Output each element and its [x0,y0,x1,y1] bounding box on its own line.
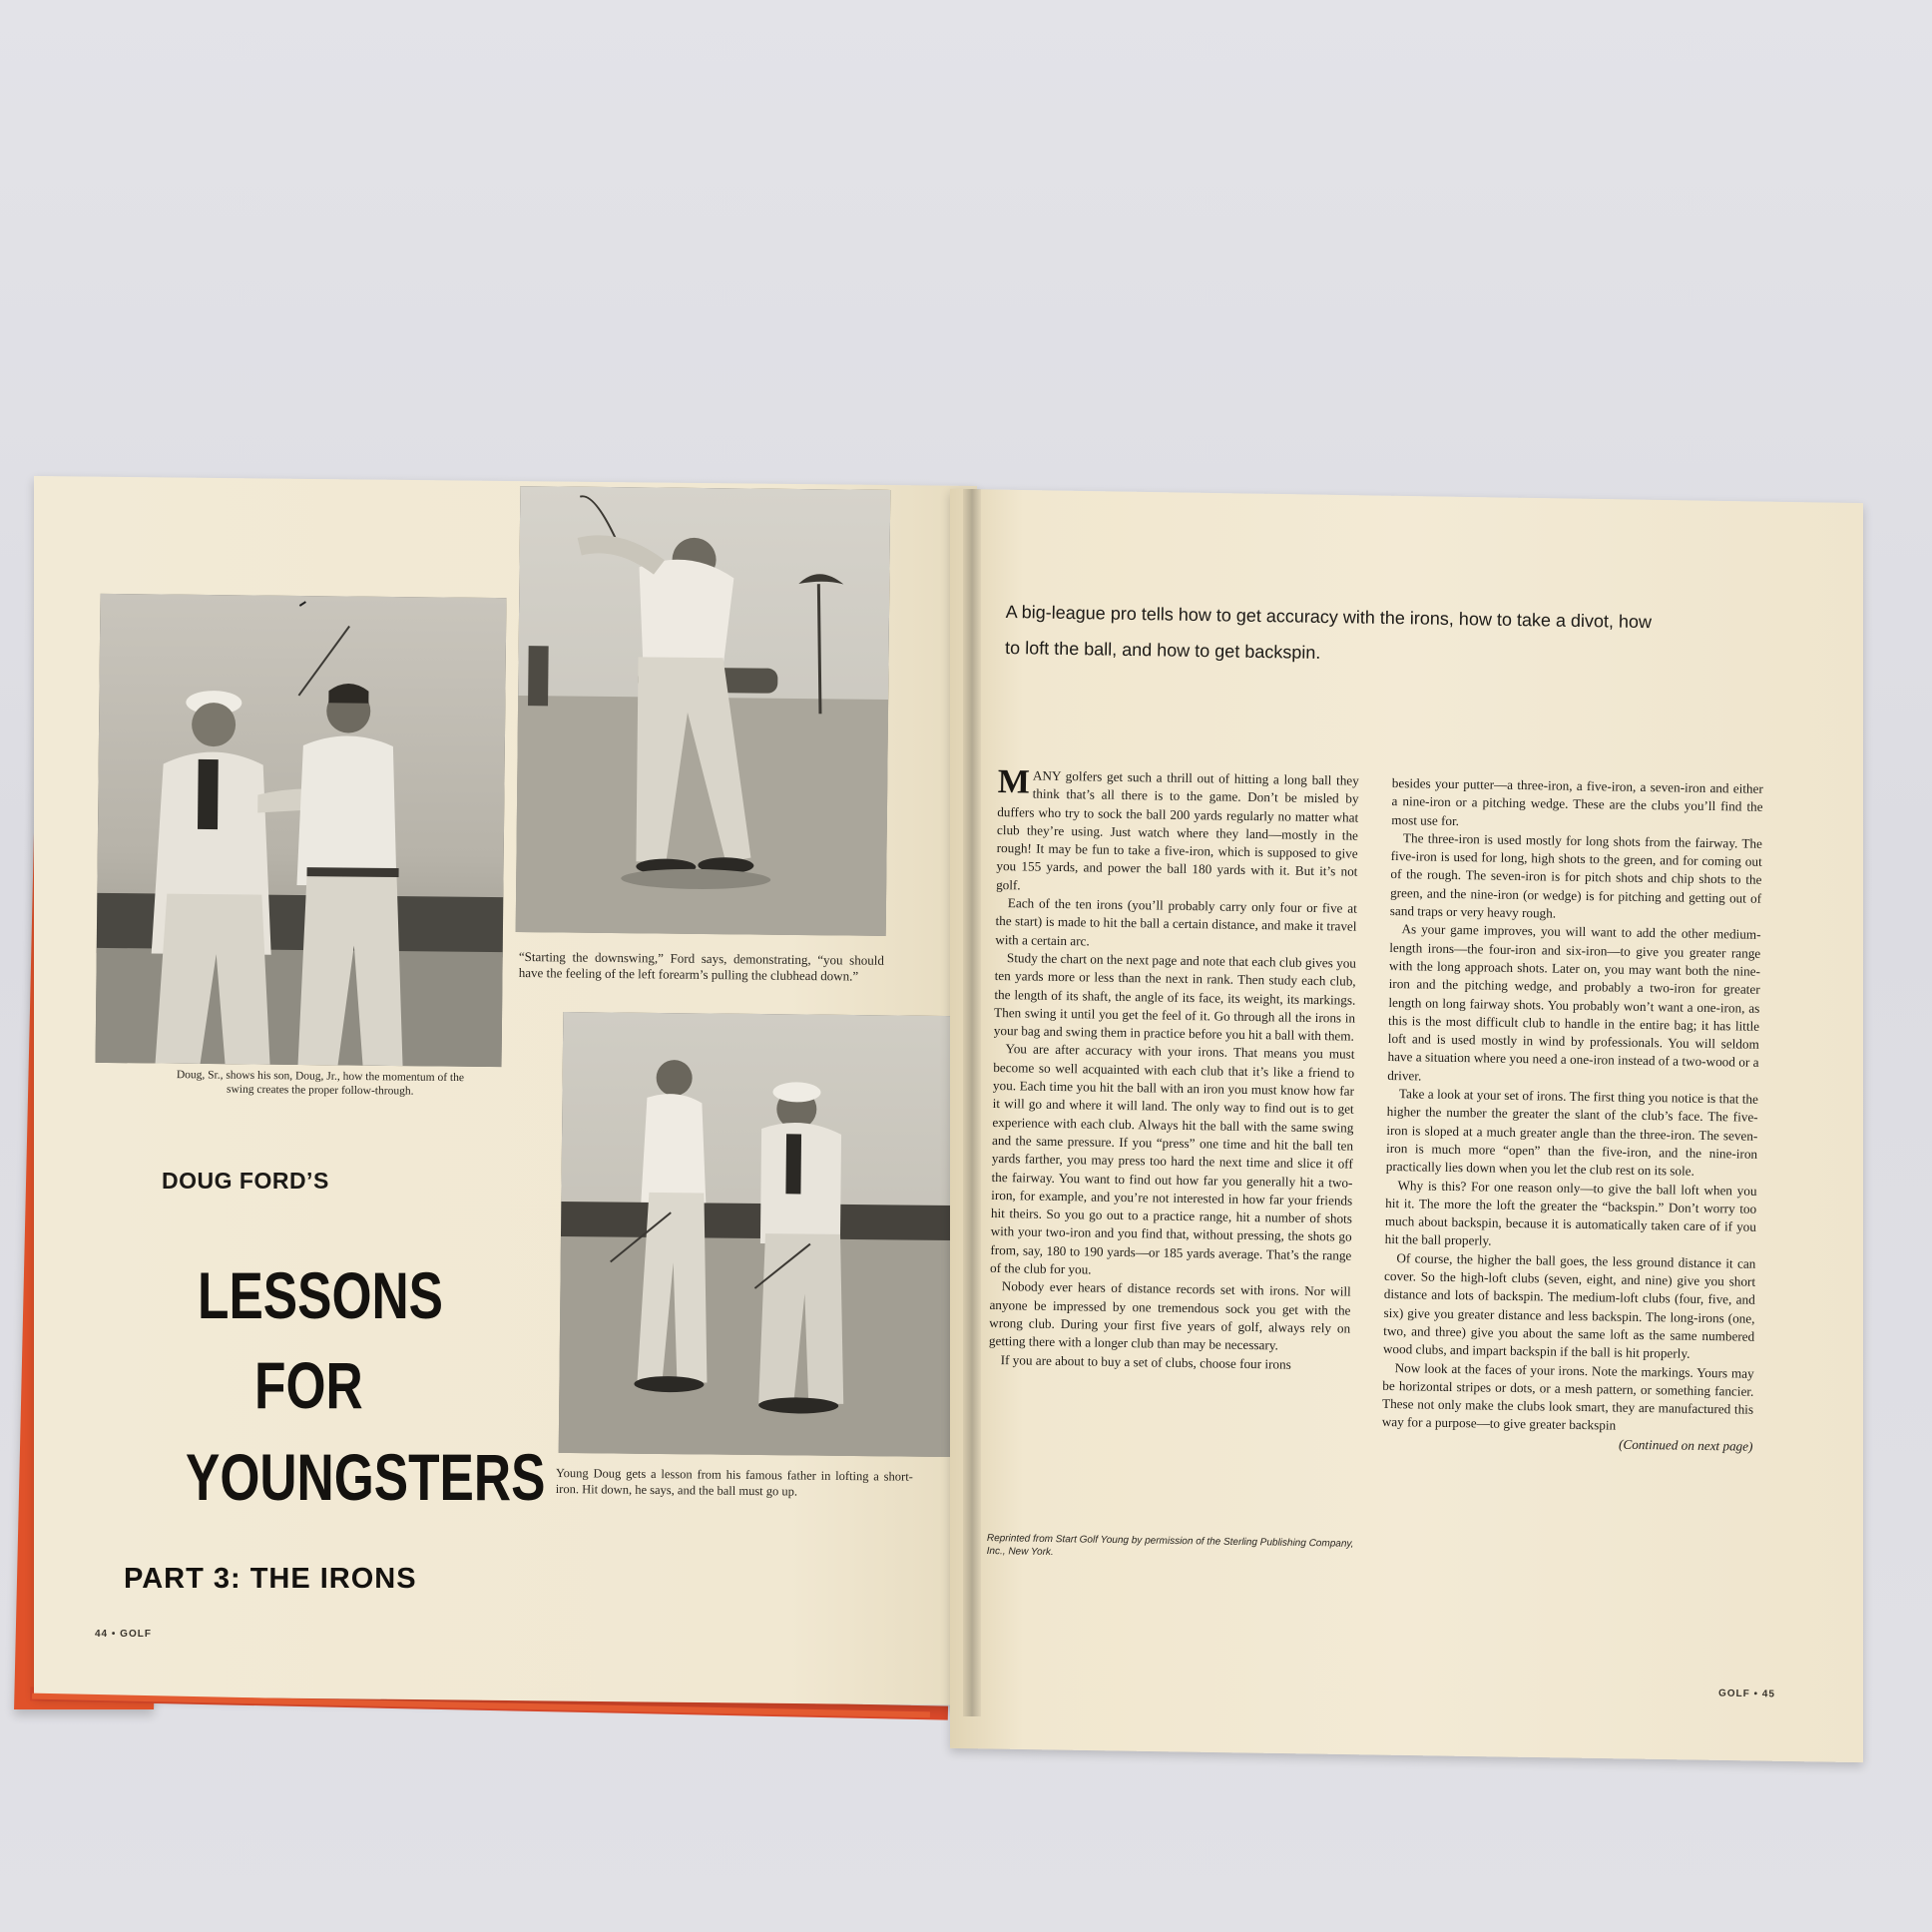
gutter-shadow [963,489,981,1716]
paragraph: The three-iron is used mostly for long shots from the fairway. The five-iron is used for long, high shots to the green, and for coming out of the rough. The seven-iron is for pitch shots and chip shots to the green, and the nine-iron (or wedge) is for pitching and getting out of sand traps or very heavy rough. [1389,830,1763,921]
paragraph: Take a look at your set of irons. The first thing you notice is that the higher the number the greater the slant of the club’s face. The five-iron is sloped at a much greater angle than the three-iron. The seven-iron is much more “open” than the five-iron, and the nine-iron practically lies down when you let the club rest on its sole. [1385,1086,1759,1180]
title-line-youngsters: YOUNGSTERS [186,1440,546,1514]
caption-short-iron: Young Doug gets a lesson from his famous father in lofting a short-iron. Hit down, he says, and the ball must go up. [555,1466,913,1499]
paragraph: besides your putter—a three-iron, a five-iron, a seven-iron and either a nine-iron or a pitching wedge. These are the clubs you’ll find the most use for. [1391,774,1763,828]
paragraph: You are after accuracy with your irons. That means you must become so well acquainted with each club that it’s like a friend to you. Each time you hit the ball with an iron you must know how far it will go and where it will land. The only way to find out is to get experience with each club. Always hit the ball with the same swing and the same pressure. If you “press” one time and hit the ball ten yards farther, you may press too hard the next time and slice it off the fairway. You want to find out how far you generally hit a two-iron, for example, and you’re not interested in how far your friends hit theirs. So you go out to a practice range, hit a number of shots with your two-iron and you find that, without pressing, the shots go from, say, 180 to 190 yards—or 185 yards average. That’s the range of the club for you. [989,1041,1355,1277]
photo-father-son-follow-through [96,594,507,1067]
paragraph: Now look at the faces of your irons. Note the markings. Yours may be horizontal stripes or dots, or a mesh pattern, or something fancier. These not only make the clubs look smart, they are manufactured this way for a purpose—to give greater backspin (Continued on next page) [1382,1358,1754,1437]
left-folio: 44 • GOLF [95,1629,152,1640]
paragraph: Nobody ever hears of distance records set with irons. Nor will anyone be impressed by one tremendous sock you get with the wrong club. During your first five years of golf, always rely on getting there with a longer club than may be necessary. [988,1278,1351,1353]
paragraph: If you are about to buy a set of clubs, choose four irons [1000,1351,1291,1372]
paragraph: Of course, the higher the ball goes, the less ground distance it can cover. So the high-loft clubs (seven, eight, and nine) give you short distance and lots of backspin. The medium-loft clubs (four, five, and six) give you greater distance and less backspin. The long-irons (one, two, and three) give you about the same loft as the same numbered wood clubs, and impart backspin if the ball is hit properly. [1382,1249,1756,1361]
title-line-lessons: LESSONS [198,1258,444,1332]
title-line-for: FOR [254,1348,363,1422]
paragraph: MANY golfers get such a thrill out of hitting a long ball they think that’s all there is to the game. Don’t be misled by duffers who try to sock the ball 200 yards regularly no matter what club they’re using. Just watch where they land—mostly in the rough! It may be fun to take a five-iron, which is supposed to give you 155 yards, and power the ball 180 yards with it. But it’s not golf. [996,763,1359,893]
caption-downswing: “Starting the downswing,” Ford says, demonstrating, “you should have the feeling of the left forearm’s pulling the clubhead down.” [518,949,884,984]
right-folio: GOLF • 45 [1717,1688,1776,1700]
drop-cap: M [997,763,1031,801]
paragraph: As your game improves, you will want to add the other medium-length irons—the four-iron and six-iron—to give you greater range with the long approach shots. Later on, you may want both the nine-iron and the pitching wedge, and probably a two-iron for greater length on long fairway shots. You probably won’t want a one-iron, as this is the most difficult club to handle in the entire bag; it has little loft and is used mostly in wind by professionals. You will seldom have a situation where you need a one-iron instead of a two-wood or a driver. [1387,921,1761,1084]
article-column-1 [988,763,1359,1374]
article-column-2 [1381,774,1763,1456]
part-heading: PART 3: THE IRONS [124,1563,417,1595]
caption-follow-through: Doug, Sr., shows his son, Doug, Jr., how the momentum of the swing creates the proper follow-through. [176,1069,465,1098]
article-deck: A big-league pro tells how to get accuracy with the irons, how to take a divot, how to loft the ball, and how to get backspin. [1004,601,1653,663]
paragraph: Why is this? For one reason only—to give the ball loft when you hit it. The more the loft the greater the “backspin.” Don’t worry too much about backspin, because it is automatically taken care of if you hit the ball properly. [1384,1177,1757,1249]
photo-downswing [516,486,891,936]
paragraph: Study the chart on the next page and note that each club gives you ten yards more or less than the next in rank. Then study each club, the length of its shaft, the angle of its face, its weight, its markings. Then swing it until you get the feel of it. Go through all the irons in your bag and swing them in practice before you hit a ball with them. [993,950,1357,1044]
reprint-credit: Reprinted from Start Golf Young by permission of the Sterling Publishing Company, Inc., New York. [986,1532,1354,1559]
photo-short-iron-lesson [559,1012,956,1457]
title-kicker: DOUG FORD’S [162,1168,329,1194]
continued-note: (Continued on next page) [1618,1436,1753,1454]
paragraph: Each of the ten irons (you’ll probably carry only four or five at the start) is made to hit the ball a certain distance, and make it travel with a certain arc. [995,895,1357,949]
